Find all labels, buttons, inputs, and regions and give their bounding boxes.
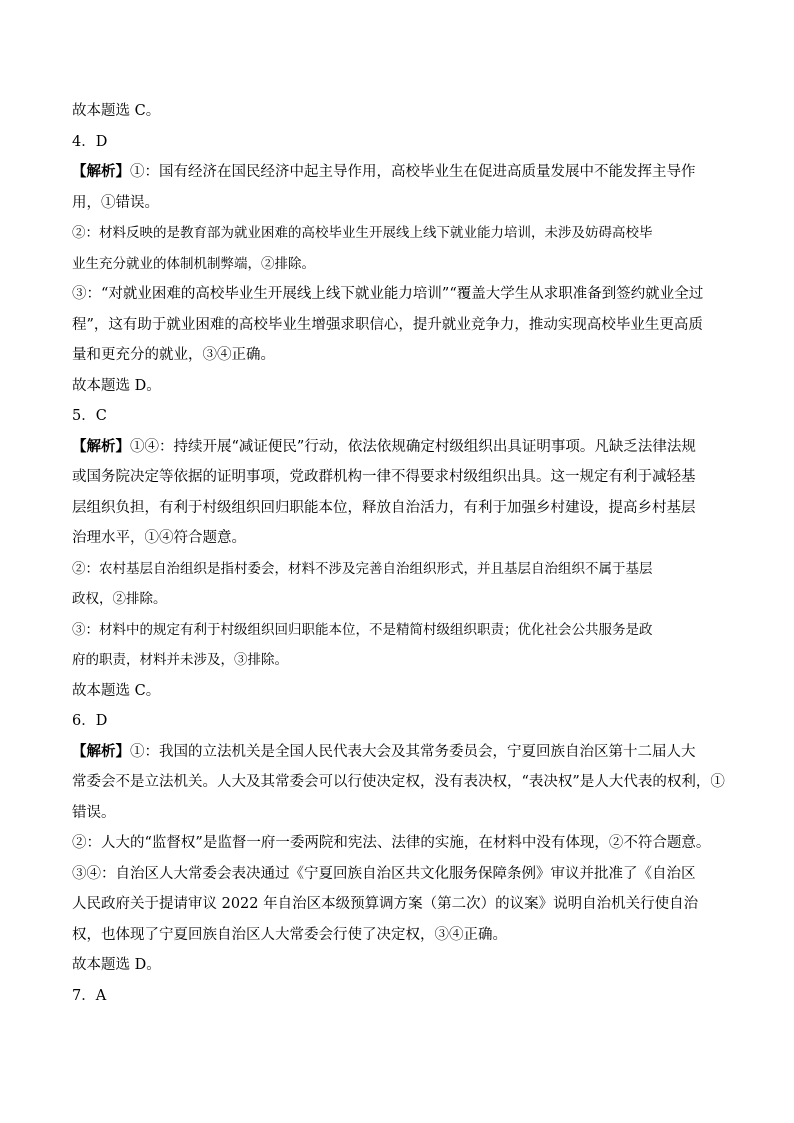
text-line-14 bbox=[72, 493, 726, 524]
text-line-27 bbox=[72, 889, 726, 920]
text-line-16 bbox=[72, 554, 726, 585]
text-line-24 bbox=[72, 798, 726, 829]
line-text: ②：材料反映的是教育部为就业困难的高校毕业生开展线上线下就业能力培训，未涉及妨碍高校毕 bbox=[72, 225, 653, 241]
line-text: 业生充分就业的体制机制弊端，②排除。 bbox=[72, 255, 315, 272]
line-text: ①④：持续开展“减证便民”行动，依法依规确定村级组织出具证明事项。凡缺乏法律法规 bbox=[130, 438, 696, 455]
text-line-6 bbox=[72, 249, 726, 280]
line-text: 故本题选 C。 bbox=[72, 682, 161, 699]
text-line-4 bbox=[72, 188, 726, 219]
line-text: 治理水平，①④符合题意。 bbox=[72, 530, 246, 546]
text-line-15 bbox=[72, 523, 726, 554]
line-text: 6．D bbox=[72, 713, 108, 729]
line-text: 程”，这有助于就业困难的高校毕业生增强求职信心，提升就业竞争力，推动实现高校毕业生更高质 bbox=[72, 316, 703, 333]
line-text: ③④：自治区人大常委会表决通过《宁夏回族自治区共文化服务保障条例》审议并批准了《自治区 bbox=[72, 865, 696, 882]
text-line-3 bbox=[72, 157, 726, 188]
text-line-26 bbox=[72, 859, 726, 890]
line-text: 4．D bbox=[72, 133, 108, 150]
text-line-7 bbox=[72, 279, 726, 310]
line-text: 人民政府关于提请审议 2022 年自治区本级预算调方案（第二次）的议案》说明自治机关行使自治 bbox=[72, 896, 699, 912]
text-line-25 bbox=[72, 828, 726, 859]
text-line-19 bbox=[72, 645, 726, 676]
text-line-12 bbox=[72, 432, 726, 463]
line-text: 常委会不是立法机关。人大及其常委会可以行使决定权，没有表决权，“表决权”是人大代表的权利，① bbox=[72, 774, 725, 790]
text-line-9 bbox=[72, 340, 726, 371]
text-line-30 bbox=[72, 981, 726, 1012]
line-text: 量和更充分的就业，③④正确。 bbox=[72, 347, 275, 363]
text-line-8 bbox=[72, 310, 726, 341]
line-text: ③：“对就业困难的高校毕业生开展线上线下就业能力培训”“覆盖大学生从求职准备到签约就业全过 bbox=[72, 286, 704, 302]
text-line-18 bbox=[72, 615, 726, 646]
line-text: 7．A bbox=[72, 987, 107, 1004]
line-text: 用，①错误。 bbox=[72, 194, 159, 211]
analysis-tag: 【解析】 bbox=[72, 742, 130, 760]
text-line-5 bbox=[72, 218, 726, 249]
text-line-20 bbox=[72, 676, 726, 707]
line-text: 故本题选 D。 bbox=[72, 377, 161, 394]
line-text: 错误。 bbox=[72, 804, 116, 821]
line-text: ①：国有经济在国民经济中起主导作用，高校毕业生在促进高质量发展中不能发挥主导作 bbox=[130, 164, 696, 180]
analysis-tag: 【解析】 bbox=[72, 437, 130, 455]
text-line-29 bbox=[72, 950, 726, 981]
text-line-22 bbox=[72, 737, 726, 768]
line-text: ①：我国的立法机关是全国人民代表大会及其常务委员会，宁夏回族自治区第十二届人大 bbox=[130, 743, 696, 760]
line-text: 故本题选 C。 bbox=[72, 103, 161, 119]
line-text: 府的职责，材料并未涉及，③排除。 bbox=[72, 652, 288, 668]
line-text: 权，也体现了宁夏回族自治区人大常委会行使了决定权，③④正确。 bbox=[72, 926, 507, 943]
line-text: 或国务院决定等依据的证明事项，党政群机构一律不得要求村级组织出具。这一规定有利于减轻基 bbox=[72, 469, 696, 485]
answer-analysis-text bbox=[72, 96, 726, 1011]
line-text: 故本题选 D。 bbox=[72, 957, 161, 973]
line-text: ③：材料中的规定有利于村级组织回归职能本位，不是精简村级组织职责；优化社会公共服务是政 bbox=[72, 621, 653, 638]
text-line-17 bbox=[72, 584, 726, 615]
text-line-13 bbox=[72, 462, 726, 493]
text-line-21 bbox=[72, 706, 726, 737]
text-line-10 bbox=[72, 371, 726, 402]
line-text: 政权，②排除。 bbox=[72, 591, 167, 607]
line-text: ②：人大的“监督权”是监督一府一委两院和宪法、法律的实施，在材料中没有体现，②不符合题意。 bbox=[72, 835, 711, 851]
line-text: 层组织负担，有利于村级组织回归职能本位，释放自治活力，有利于加强乡村建设，提高乡村基层 bbox=[72, 499, 696, 516]
line-text: 5．C bbox=[72, 408, 107, 424]
text-line-1 bbox=[72, 96, 726, 127]
line-text: ②：农村基层自治组织是指村委会，材料不涉及完善自治组织形式，并且基层自治组织不属于基层 bbox=[72, 560, 653, 577]
text-line-23 bbox=[72, 767, 726, 798]
text-line-2 bbox=[72, 127, 726, 158]
text-line-11 bbox=[72, 401, 726, 432]
text-line-28 bbox=[72, 920, 726, 951]
analysis-tag: 【解析】 bbox=[72, 163, 130, 180]
